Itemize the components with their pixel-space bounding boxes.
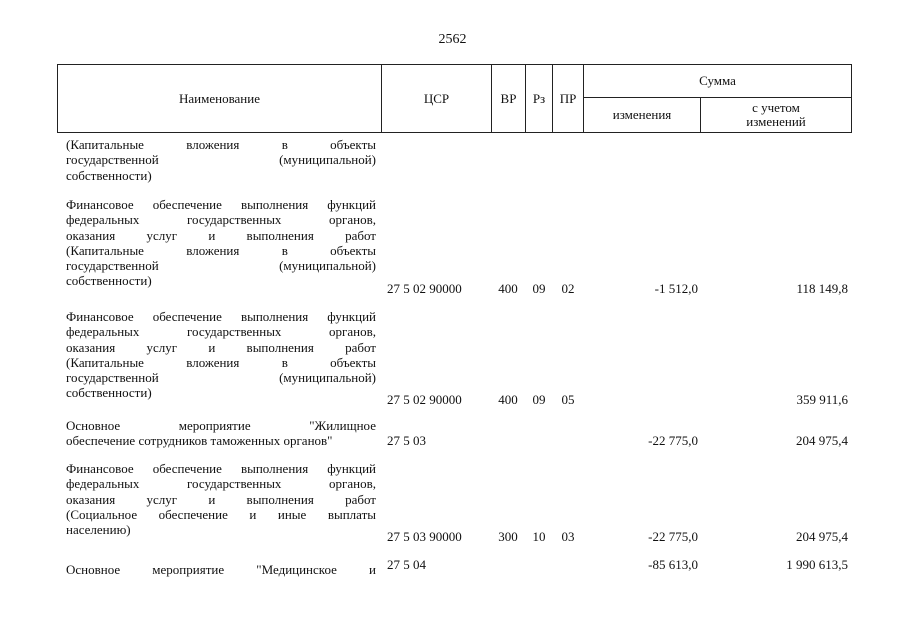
table-row-total: 204 975,4 (796, 529, 848, 544)
table-row-change: -22 775,0 (648, 529, 698, 544)
table-row-rz: 09 (532, 281, 546, 296)
table-row-name: Финансовое обеспечение выполнения функций федеральных государственных органов, оказания услуг и выполнения работ (Капитальные вложения в объекты государственной (муниципальной) собственности) (66, 197, 376, 289)
page-number: 2562 (438, 32, 467, 47)
table-row-rz: 09 (532, 392, 546, 407)
table-row-name: Финансовое обеспечение выполнения функций федеральных государственных органов, оказания услуг и выполнения работ (Социальное обеспечение и иные выплаты населению) (66, 461, 376, 538)
table-row-change: -1 512,0 (654, 281, 698, 296)
header-total: с учетом изменений (700, 97, 852, 133)
table-row-pr: 02 (561, 281, 575, 296)
table-row-vr: 300 (498, 529, 518, 544)
table-row-total: 359 911,6 (796, 392, 848, 407)
header-csr: ЦСР (381, 64, 492, 133)
table-row-pr: 03 (561, 529, 575, 544)
header-vr: ВР (491, 64, 526, 133)
table-row-csr: 27 5 02 90000 (387, 281, 462, 296)
table-row-csr: 27 5 02 90000 (387, 392, 462, 407)
table-row-name: Финансовое обеспечение выполнения функций федеральных государственных органов, оказания услуг и выполнения работ (Капитальные вложения в объекты государственной (муниципальной) собственности) (66, 309, 376, 401)
header-pr: ПР (552, 64, 584, 133)
table-row-name: Основное мероприятие "Медицинское и (66, 562, 376, 577)
table-row-total: 118 149,8 (796, 281, 848, 296)
header-change: изменения (583, 97, 701, 133)
table-row-csr: 27 5 03 90000 (387, 529, 462, 544)
table-row-rz: 10 (532, 529, 546, 544)
table-row-csr: 27 5 04 (387, 557, 426, 572)
table-row-total: 1 990 613,5 (786, 557, 848, 572)
table-row-csr: 27 5 03 (387, 433, 426, 448)
table-row-vr: 400 (498, 281, 518, 296)
table-row-total: 204 975,4 (796, 433, 848, 448)
table-row-name: Основное мероприятие "Жилищное обеспечение сотрудников таможенных органов" (66, 418, 376, 449)
table-row-vr: 400 (498, 392, 518, 407)
header-sum: Сумма (583, 64, 852, 98)
table-row-pr: 05 (561, 392, 575, 407)
header-rz: Рз (525, 64, 553, 133)
table-row-change: -22 775,0 (648, 433, 698, 448)
table-row-name: (Капитальные вложения в объекты государственной (муниципальной) собственности) (66, 137, 376, 183)
table-row-change: -85 613,0 (648, 557, 698, 572)
header-name: Наименование (57, 64, 382, 133)
